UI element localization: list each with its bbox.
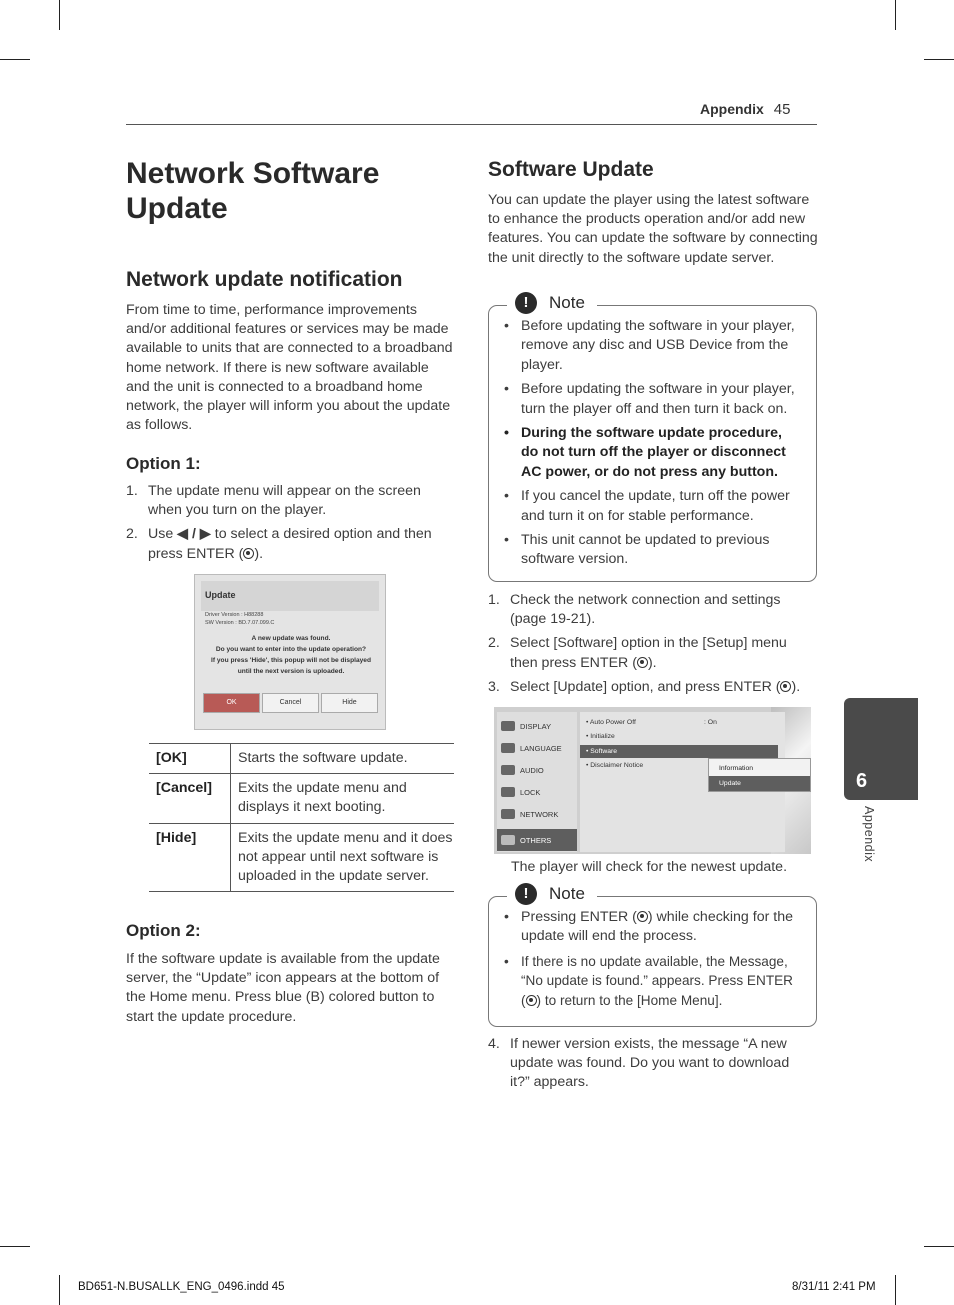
software-submenu xyxy=(708,758,811,792)
setup-menu-screenshot xyxy=(494,707,811,854)
note-list xyxy=(501,317,801,575)
option2-heading: Option 2: xyxy=(126,921,201,940)
menu-item-lock: LOCK xyxy=(497,781,577,803)
options-table xyxy=(149,743,454,892)
setup-caption: The player will check for the newest update. xyxy=(511,859,788,875)
crop-mark xyxy=(59,0,60,30)
option-auto-power-off: • Auto Power Off : On xyxy=(586,719,717,726)
chapter-number: 6 xyxy=(856,770,868,792)
dialog-cancel-button: Cancel xyxy=(262,693,319,713)
note-item-warning: • During the software update procedure, do not turn off the player or disconnect AC power, or do not press any button. xyxy=(501,424,801,482)
step-item: 1. Check the network connection and settings (page 19-21). xyxy=(488,592,781,628)
note-label: ! Note xyxy=(507,883,597,905)
software-update-intro: You can update the player using the latest software to enhance the products operation and/or add new features. You can update the software by connecting the unit directly to the software update server. xyxy=(488,192,818,266)
crop-mark xyxy=(895,0,896,30)
running-header xyxy=(700,101,790,118)
option2-paragraph: If the software update is available from the update server, the “Update” icon appears at the bottom of the Home menu. Press blue (B) colored button to start the update procedure. xyxy=(126,951,440,1025)
step-item: 2. Select [Software] option in the [Setup] menu then press ENTER ( ). xyxy=(488,635,787,671)
crop-mark xyxy=(924,59,954,60)
network-icon xyxy=(501,809,515,819)
option-initialize: • Initialize xyxy=(586,733,615,740)
section-name: Appendix xyxy=(700,101,764,117)
menu-item-language: LANGUAGE xyxy=(497,737,577,759)
others-icon xyxy=(501,835,515,845)
note-item: • If there is no update available, the Message, “No update is found.” appears. Press ENTER ( ) to return to the [Home Menu]. xyxy=(501,952,801,1010)
note-item: • If you cancel the update, turn off the power and turn it on for stable performance. xyxy=(501,487,801,526)
menu-item-network: NETWORK xyxy=(497,803,577,825)
dialog-hide-button: Hide xyxy=(321,693,378,713)
exclamation-icon: ! xyxy=(515,292,537,314)
enter-icon xyxy=(526,995,537,1006)
submenu-update: Update xyxy=(709,776,810,791)
setup-category-menu xyxy=(497,712,577,852)
step-item: 3. Select [Update] option, and press ENTER ( ). xyxy=(488,678,801,695)
footer-file: BD651-N.BUSALLK_ENG_0496.indd 45 xyxy=(78,1281,285,1293)
software-update-steps xyxy=(488,591,808,702)
enter-icon xyxy=(780,681,791,692)
menu-item-audio: AUDIO xyxy=(497,759,577,781)
table-row: [Cancel] Exits the update menu and displays it next booting. xyxy=(149,774,454,823)
left-right-arrows-icon: ◀ / ▶ xyxy=(177,526,211,543)
crop-mark xyxy=(59,1275,60,1305)
note-item: • Before updating the software in your player, remove any disc and USB Device from the player. xyxy=(501,317,801,375)
crop-mark xyxy=(0,1246,30,1247)
chapter-tab xyxy=(844,698,918,800)
page-number: 45 xyxy=(773,101,791,118)
option-disclaimer-notice: • Disclaimer Notice xyxy=(586,762,644,769)
note-label: ! Note xyxy=(507,292,597,314)
option1-steps xyxy=(126,482,446,569)
note-list xyxy=(501,908,801,1015)
step-item: 1. The update menu will appear on the screen when you turn on the player. xyxy=(126,483,421,519)
menu-item-display: DISPLAY xyxy=(497,715,577,737)
exclamation-icon: ! xyxy=(515,883,537,905)
menu-item-others: OTHERS xyxy=(497,829,577,851)
audio-icon xyxy=(501,765,515,775)
enter-icon xyxy=(637,657,648,668)
footer-date: 8/31/11 2:41 PM xyxy=(792,1281,876,1293)
dialog-message: A new update was found. Do you want to enter into the update operation? If you press 'Hide', this popup will not be displayed until the next version is uploaded. xyxy=(211,635,371,675)
section-heading-network-update: Network update notification xyxy=(126,268,403,291)
enter-icon xyxy=(637,911,648,922)
table-row: [Hide] Exits the update menu and it does not appear until next software is uploaded in the update server. xyxy=(149,823,454,892)
dialog-title: Update xyxy=(205,590,236,600)
language-icon xyxy=(501,743,515,753)
crop-mark xyxy=(0,59,30,60)
intro-paragraph: From time to time, performance improvements and/or additional features or services may be made available to units that are connected to a broadband home network. If there is new software available and the unit is connected to a broadband home network, the player will inform you about the update as follows. xyxy=(126,302,453,434)
header-rule xyxy=(126,124,817,125)
display-icon xyxy=(501,721,515,731)
dialog-header xyxy=(201,581,379,611)
note-box-2 xyxy=(488,884,817,1027)
step-item: 4. If newer version exists, the message “A new update was found. Do you want to download it?” appears. xyxy=(488,1036,790,1091)
table-row: [OK] Starts the software update. xyxy=(149,744,454,774)
chapter-label: Appendix xyxy=(862,806,876,863)
step-item: 2. Use ◀ / ▶ to select a desired option and then press ENTER ( ). xyxy=(126,526,432,562)
option1-heading: Option 1: xyxy=(126,454,201,473)
option-software: • Software xyxy=(580,745,778,758)
note-item: • This unit cannot be updated to previous software version. xyxy=(501,531,801,570)
enter-icon xyxy=(243,548,254,559)
dialog-ok-button: OK xyxy=(203,693,260,713)
page-title: Network Software Update xyxy=(126,157,380,225)
crop-mark xyxy=(895,1275,896,1305)
submenu-information: Information xyxy=(719,765,754,772)
update-dialog-screenshot xyxy=(194,574,386,730)
note-item: • Before updating the software in your player, turn the player off and then turn it back on. xyxy=(501,380,801,419)
software-update-step4 xyxy=(488,1035,808,1098)
note-box xyxy=(488,293,817,582)
section-heading-software-update: Software Update xyxy=(488,158,654,181)
note-item: • Pressing ENTER ( ) while checking for the update will end the process. xyxy=(501,908,801,947)
crop-mark xyxy=(924,1246,954,1247)
dialog-version-info: Driver Version : H88288 SW Version : BD.7.07.099.C xyxy=(205,612,275,626)
lock-icon xyxy=(501,787,515,797)
